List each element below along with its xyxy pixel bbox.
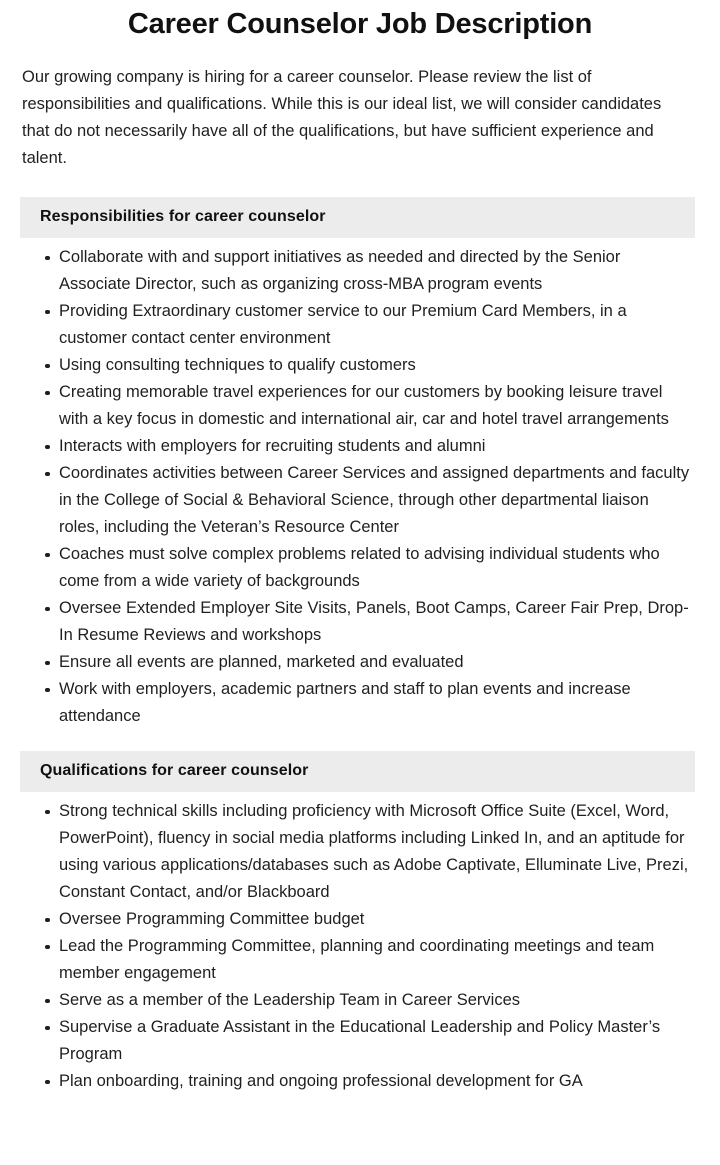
qualifications-list [0,798,720,1095]
section-header-responsibilities: Responsibilities for career counselor [20,197,695,238]
list-item: Ensure all events are planned, marketed and evaluated [59,649,693,676]
list-item: Coordinates activities between Career Services and assigned departments and faculty in the College of Social & Behavioral Science, through other departmental liaison roles, including the Veteran’s Resource Center [59,460,693,541]
list-item: Work with employers, academic partners and staff to plan events and increase attendance [59,676,693,730]
list-item: Interacts with employers for recruiting students and alumni [59,433,693,460]
list-item: Oversee Extended Employer Site Visits, Panels, Boot Camps, Career Fair Prep, Drop-In Resume Reviews and workshops [59,595,693,649]
list-item: Oversee Programming Committee budget [59,906,693,933]
list-item: Strong technical skills including proficiency with Microsoft Office Suite (Excel, Word, PowerPoint), fluency in social media platforms including Linked In, and an aptitude for using various applications/databases such as Adobe Captivate, Elluminate Live, Prezi, Constant Contact, and/or Blackboard [59,798,693,906]
page-title: Career Counselor Job Description [127,8,593,40]
intro-paragraph: Our growing company is hiring for a career counselor. Please review the list of responsibilities and qualifications. While this is our ideal list, we will consider candidates that do not necessarily have all of the qualifications, but have sufficient experience and talent. [22,68,662,167]
list-item: Collaborate with and support initiatives as needed and directed by the Senior Associate Director, such as organizing cross-MBA program events [59,244,693,298]
list-item: Serve as a member of the Leadership Team in Career Services [59,987,693,1014]
list-item: Plan onboarding, training and ongoing professional development for GA [59,1068,693,1095]
spacer [0,172,720,197]
list-item: Creating memorable travel experiences for our customers by booking leisure travel with a key focus in domestic and international air, car and hotel travel arrangements [59,379,693,433]
section-responsibilities [0,172,720,730]
list-item: Supervise a Graduate Assistant in the Educational Leadership and Policy Master’s Program [59,1014,693,1068]
list-item: Lead the Programming Committee, planning and coordinating meetings and team member engagement [59,933,693,987]
list-item: Using consulting techniques to qualify customers [59,352,693,379]
section-qualifications [0,751,720,1095]
responsibilities-list [0,244,720,730]
list-item: Providing Extraordinary customer service to our Premium Card Members, in a customer contact center environment [59,298,693,352]
section-header-qualifications: Qualifications for career counselor [20,751,695,792]
list-item: Coaches must solve complex problems related to advising individual students who come from a wide variety of backgrounds [59,541,693,595]
spacer [0,730,720,751]
